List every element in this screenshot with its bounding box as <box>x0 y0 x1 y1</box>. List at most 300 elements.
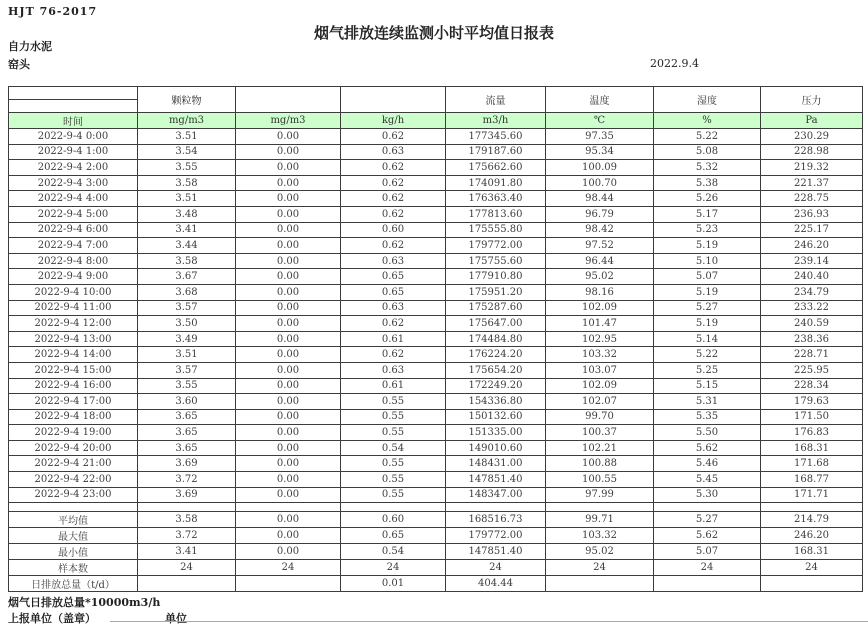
value-cell: 5.25 <box>654 362 761 378</box>
data-row <box>9 144 863 160</box>
data-row <box>9 472 863 488</box>
value-cell: 150132.60 <box>446 409 546 425</box>
summary-label-cell: 最大值 <box>9 528 138 544</box>
time-cell <box>9 503 138 512</box>
value-cell: 95.02 <box>546 269 654 285</box>
value-cell: 168.77 <box>761 472 863 488</box>
value-cell: 151335.00 <box>446 425 546 441</box>
value-cell: 0.60 <box>341 512 446 528</box>
value-cell: 0.00 <box>236 129 341 145</box>
value-cell: 179772.00 <box>446 528 546 544</box>
time-cell: 2022-9-4 14:00 <box>9 347 138 363</box>
value-cell: 0.62 <box>341 206 446 222</box>
value-cell: 5.62 <box>654 528 761 544</box>
value-cell: 3.72 <box>138 472 236 488</box>
summary-row <box>9 512 863 528</box>
time-cell: 2022-9-4 6:00 <box>9 222 138 238</box>
time-cell: 2022-9-4 1:00 <box>9 144 138 160</box>
value-cell: 172249.20 <box>446 378 546 394</box>
group-header-pressure: 压力 <box>761 87 863 113</box>
value-cell: 5.50 <box>654 425 761 441</box>
value-cell <box>236 503 341 512</box>
value-cell: 0.62 <box>341 160 446 176</box>
value-cell: 3.41 <box>138 222 236 238</box>
value-cell: 0.00 <box>236 206 341 222</box>
value-cell: 154336.80 <box>446 394 546 410</box>
summary-row <box>9 560 863 576</box>
time-cell: 2022-9-4 18:00 <box>9 409 138 425</box>
value-cell: 103.07 <box>546 362 654 378</box>
data-row <box>9 440 863 456</box>
value-cell: 174091.80 <box>446 175 546 191</box>
value-cell: 3.60 <box>138 394 236 410</box>
unit-m3h: m3/h <box>446 113 546 129</box>
value-cell: 0.54 <box>341 544 446 560</box>
value-cell: 214.79 <box>761 512 863 528</box>
value-cell: 221.37 <box>761 175 863 191</box>
value-cell: 179187.60 <box>446 144 546 160</box>
value-cell: 176363.40 <box>446 191 546 207</box>
time-cell: 2022-9-4 16:00 <box>9 378 138 394</box>
unit-label: 单位 <box>165 612 187 624</box>
value-cell: 0.00 <box>236 409 341 425</box>
value-cell: 0.00 <box>236 144 341 160</box>
time-cell: 2022-9-4 20:00 <box>9 440 138 456</box>
unit-header-row <box>9 113 863 129</box>
value-cell: 0.00 <box>236 487 341 503</box>
value-cell: 5.27 <box>654 512 761 528</box>
value-cell <box>138 576 236 592</box>
value-cell: 177813.60 <box>446 206 546 222</box>
value-cell: 0.61 <box>341 331 446 347</box>
data-row <box>9 362 863 378</box>
unit-pa: Pa <box>761 113 863 129</box>
value-cell: 234.79 <box>761 284 863 300</box>
value-cell: 3.54 <box>138 144 236 160</box>
unit-mgm3-2: mg/m3 <box>236 113 341 129</box>
standard-code: HJT 76-2017 <box>8 5 98 18</box>
time-cell: 2022-9-4 10:00 <box>9 284 138 300</box>
value-cell: 0.65 <box>341 269 446 285</box>
time-cell: 2022-9-4 8:00 <box>9 253 138 269</box>
value-cell: 0.62 <box>341 316 446 332</box>
value-cell: 5.07 <box>654 544 761 560</box>
value-cell: 230.29 <box>761 129 863 145</box>
time-cell: 2022-9-4 13:00 <box>9 331 138 347</box>
value-cell: 0.00 <box>236 316 341 332</box>
value-cell: 0.55 <box>341 425 446 441</box>
value-cell <box>236 576 341 592</box>
value-cell: 5.23 <box>654 222 761 238</box>
time-cell: 2022-9-4 17:00 <box>9 394 138 410</box>
value-cell: 0.00 <box>236 456 341 472</box>
value-cell: 97.52 <box>546 238 654 254</box>
value-cell: 102.07 <box>546 394 654 410</box>
value-cell: 97.35 <box>546 129 654 145</box>
data-row <box>9 347 863 363</box>
value-cell: 0.55 <box>341 394 446 410</box>
value-cell: 0.00 <box>236 544 341 560</box>
value-cell: 99.71 <box>546 512 654 528</box>
value-cell: 96.44 <box>546 253 654 269</box>
value-cell: 24 <box>138 560 236 576</box>
value-cell: 24 <box>446 560 546 576</box>
spacer-row <box>9 503 863 512</box>
value-cell: 0.60 <box>341 222 446 238</box>
value-cell: 5.45 <box>654 472 761 488</box>
summary-label-cell: 日排放总量（t/d） <box>9 576 138 592</box>
group-header-row <box>9 87 863 113</box>
value-cell: 5.07 <box>654 269 761 285</box>
data-row <box>9 129 863 145</box>
value-cell: 0.00 <box>236 440 341 456</box>
value-cell: 5.08 <box>654 144 761 160</box>
value-cell: 148347.00 <box>446 487 546 503</box>
value-cell: 0.00 <box>236 284 341 300</box>
value-cell: 246.20 <box>761 528 863 544</box>
value-cell <box>546 503 654 512</box>
value-cell: 0.01 <box>341 576 446 592</box>
value-cell: 3.55 <box>138 378 236 394</box>
value-cell: 24 <box>546 560 654 576</box>
value-cell: 0.00 <box>236 512 341 528</box>
value-cell: 0.63 <box>341 253 446 269</box>
value-cell: 0.55 <box>341 487 446 503</box>
value-cell: 5.62 <box>654 440 761 456</box>
value-cell: 0.55 <box>341 409 446 425</box>
value-cell: 228.34 <box>761 378 863 394</box>
value-cell: 96.79 <box>546 206 654 222</box>
value-cell: 3.65 <box>138 409 236 425</box>
value-cell: 171.71 <box>761 487 863 503</box>
value-cell: 100.09 <box>546 160 654 176</box>
value-cell: 176.83 <box>761 425 863 441</box>
value-cell: 103.32 <box>546 528 654 544</box>
unit-mgm3-1: mg/m3 <box>138 113 236 129</box>
summary-label-cell: 平均值 <box>9 512 138 528</box>
value-cell: 175755.60 <box>446 253 546 269</box>
value-cell: 0.62 <box>341 347 446 363</box>
value-cell: 102.09 <box>546 300 654 316</box>
value-cell: 3.41 <box>138 544 236 560</box>
value-cell: 404.44 <box>446 576 546 592</box>
value-cell: 3.65 <box>138 425 236 441</box>
value-cell: 0.00 <box>236 238 341 254</box>
value-cell: 168516.73 <box>446 512 546 528</box>
data-row <box>9 300 863 316</box>
time-cell: 2022-9-4 2:00 <box>9 160 138 176</box>
report-unit-label: 上报单位（盖章） <box>8 612 96 624</box>
value-cell: 3.48 <box>138 206 236 222</box>
value-cell: 147851.40 <box>446 472 546 488</box>
value-cell: 5.17 <box>654 206 761 222</box>
value-cell: 3.44 <box>138 238 236 254</box>
value-cell: 5.19 <box>654 284 761 300</box>
value-cell: 3.58 <box>138 175 236 191</box>
value-cell: 149010.60 <box>446 440 546 456</box>
value-cell: 0.62 <box>341 191 446 207</box>
value-cell: 0.63 <box>341 300 446 316</box>
time-cell: 2022-9-4 22:00 <box>9 472 138 488</box>
value-cell: 233.22 <box>761 300 863 316</box>
summary-row <box>9 576 863 592</box>
unit-celsius: ℃ <box>546 113 654 129</box>
data-row <box>9 175 863 191</box>
value-cell: 98.16 <box>546 284 654 300</box>
value-cell: 5.19 <box>654 316 761 332</box>
value-cell: 236.93 <box>761 206 863 222</box>
value-cell: 5.38 <box>654 175 761 191</box>
data-row <box>9 222 863 238</box>
value-cell: 175287.60 <box>446 300 546 316</box>
value-cell: 3.58 <box>138 512 236 528</box>
time-column-split-header <box>9 87 138 113</box>
group-header-temperature: 温度 <box>546 87 654 113</box>
value-cell: 0.62 <box>341 238 446 254</box>
value-cell: 168.31 <box>761 440 863 456</box>
value-cell: 5.19 <box>654 238 761 254</box>
value-cell: 176224.20 <box>446 347 546 363</box>
time-cell: 2022-9-4 9:00 <box>9 269 138 285</box>
time-cell: 2022-9-4 12:00 <box>9 316 138 332</box>
data-row <box>9 378 863 394</box>
time-cell: 2022-9-4 11:00 <box>9 300 138 316</box>
unit-percent: % <box>654 113 761 129</box>
data-row <box>9 409 863 425</box>
value-cell: 0.00 <box>236 472 341 488</box>
value-cell: 0.62 <box>341 175 446 191</box>
value-cell: 0.00 <box>236 331 341 347</box>
data-row <box>9 253 863 269</box>
split-top-cell <box>9 87 137 100</box>
value-cell: 5.22 <box>654 129 761 145</box>
value-cell: 228.71 <box>761 347 863 363</box>
value-cell: 3.69 <box>138 456 236 472</box>
value-cell: 0.00 <box>236 253 341 269</box>
value-cell: 100.37 <box>546 425 654 441</box>
data-row <box>9 487 863 503</box>
value-cell: 240.59 <box>761 316 863 332</box>
value-cell: 95.02 <box>546 544 654 560</box>
value-cell: 3.50 <box>138 316 236 332</box>
value-cell: 3.68 <box>138 284 236 300</box>
value-cell: 239.14 <box>761 253 863 269</box>
time-column-header: 时间 <box>9 113 138 129</box>
value-cell: 3.51 <box>138 129 236 145</box>
report-date: 2022.9.4 <box>650 57 699 70</box>
value-cell: 3.51 <box>138 347 236 363</box>
value-cell <box>341 503 446 512</box>
value-cell: 3.65 <box>138 440 236 456</box>
signature-line <box>110 621 868 622</box>
value-cell: 102.09 <box>546 378 654 394</box>
data-row <box>9 425 863 441</box>
time-cell: 2022-9-4 5:00 <box>9 206 138 222</box>
value-cell <box>138 503 236 512</box>
time-cell: 2022-9-4 15:00 <box>9 362 138 378</box>
data-row <box>9 206 863 222</box>
summary-row <box>9 544 863 560</box>
split-bottom-cell <box>9 100 137 112</box>
value-cell: 0.00 <box>236 347 341 363</box>
data-row <box>9 331 863 347</box>
value-cell: 168.31 <box>761 544 863 560</box>
value-cell: 3.49 <box>138 331 236 347</box>
value-cell: 24 <box>761 560 863 576</box>
value-cell: 0.00 <box>236 528 341 544</box>
value-cell <box>546 576 654 592</box>
value-cell: 98.42 <box>546 222 654 238</box>
data-row <box>9 160 863 176</box>
value-cell: 0.00 <box>236 394 341 410</box>
value-cell: 219.32 <box>761 160 863 176</box>
value-cell: 171.68 <box>761 456 863 472</box>
value-cell: 175654.20 <box>446 362 546 378</box>
value-cell: 174484.80 <box>446 331 546 347</box>
data-row <box>9 238 863 254</box>
data-row <box>9 456 863 472</box>
unit-kgh: kg/h <box>341 113 446 129</box>
value-cell: 0.61 <box>341 378 446 394</box>
value-cell: 102.21 <box>546 440 654 456</box>
value-cell <box>446 503 546 512</box>
value-cell <box>761 503 863 512</box>
value-cell: 0.00 <box>236 175 341 191</box>
value-cell: 0.00 <box>236 378 341 394</box>
value-cell: 100.88 <box>546 456 654 472</box>
value-cell: 3.72 <box>138 528 236 544</box>
value-cell: 3.55 <box>138 160 236 176</box>
value-cell: 246.20 <box>761 238 863 254</box>
value-cell: 0.54 <box>341 440 446 456</box>
value-cell: 175555.80 <box>446 222 546 238</box>
value-cell: 100.55 <box>546 472 654 488</box>
value-cell: 5.46 <box>654 456 761 472</box>
value-cell: 0.63 <box>341 144 446 160</box>
value-cell: 5.27 <box>654 300 761 316</box>
time-cell: 2022-9-4 7:00 <box>9 238 138 254</box>
value-cell: 98.44 <box>546 191 654 207</box>
summary-row <box>9 528 863 544</box>
value-cell: 3.67 <box>138 269 236 285</box>
page-title: 烟气排放连续监测小时平均值日报表 <box>313 24 554 42</box>
value-cell: 3.58 <box>138 253 236 269</box>
value-cell: 5.35 <box>654 409 761 425</box>
value-cell: 228.75 <box>761 191 863 207</box>
value-cell: 179.63 <box>761 394 863 410</box>
group-header-empty-2 <box>341 87 446 113</box>
value-cell: 5.30 <box>654 487 761 503</box>
value-cell: 0.63 <box>341 362 446 378</box>
value-cell: 0.00 <box>236 222 341 238</box>
value-cell: 3.51 <box>138 191 236 207</box>
company-name: 自力水泥 <box>8 40 52 53</box>
value-cell <box>761 576 863 592</box>
value-cell: 97.99 <box>546 487 654 503</box>
data-row <box>9 269 863 285</box>
time-cell: 2022-9-4 23:00 <box>9 487 138 503</box>
value-cell: 0.00 <box>236 362 341 378</box>
value-cell: 238.36 <box>761 331 863 347</box>
value-cell: 0.55 <box>341 472 446 488</box>
time-cell: 2022-9-4 0:00 <box>9 129 138 145</box>
value-cell: 175662.60 <box>446 160 546 176</box>
data-row <box>9 316 863 332</box>
value-cell: 0.65 <box>341 528 446 544</box>
report-table <box>8 86 863 592</box>
value-cell: 179772.00 <box>446 238 546 254</box>
value-cell: 0.65 <box>341 284 446 300</box>
data-row <box>9 191 863 207</box>
value-cell: 0.00 <box>236 191 341 207</box>
footer-note: 烟气日排放总量*10000m3/h <box>8 596 161 609</box>
value-cell: 99.70 <box>546 409 654 425</box>
value-cell <box>654 503 761 512</box>
time-cell: 2022-9-4 4:00 <box>9 191 138 207</box>
value-cell: 3.57 <box>138 300 236 316</box>
group-header-particulate: 颗粒物 <box>138 87 236 113</box>
value-cell: 0.00 <box>236 425 341 441</box>
summary-label-cell: 样本数 <box>9 560 138 576</box>
value-cell: 103.32 <box>546 347 654 363</box>
value-cell: 147851.40 <box>446 544 546 560</box>
station-name: 窑头 <box>8 58 30 71</box>
group-header-empty-1 <box>236 87 341 113</box>
value-cell: 5.14 <box>654 331 761 347</box>
data-row <box>9 394 863 410</box>
value-cell: 240.40 <box>761 269 863 285</box>
value-cell: 3.57 <box>138 362 236 378</box>
value-cell <box>654 576 761 592</box>
value-cell: 225.17 <box>761 222 863 238</box>
value-cell: 0.55 <box>341 456 446 472</box>
value-cell: 5.32 <box>654 160 761 176</box>
value-cell: 5.15 <box>654 378 761 394</box>
data-row <box>9 284 863 300</box>
value-cell: 175951.20 <box>446 284 546 300</box>
time-cell: 2022-9-4 19:00 <box>9 425 138 441</box>
value-cell: 177910.80 <box>446 269 546 285</box>
value-cell: 3.69 <box>138 487 236 503</box>
value-cell: 225.95 <box>761 362 863 378</box>
value-cell: 0.00 <box>236 160 341 176</box>
group-header-humidity: 湿度 <box>654 87 761 113</box>
value-cell: 177345.60 <box>446 129 546 145</box>
value-cell: 148431.00 <box>446 456 546 472</box>
value-cell: 5.26 <box>654 191 761 207</box>
value-cell: 24 <box>236 560 341 576</box>
time-cell: 2022-9-4 3:00 <box>9 175 138 191</box>
value-cell: 0.00 <box>236 300 341 316</box>
summary-label-cell: 最小值 <box>9 544 138 560</box>
table-body <box>9 129 863 592</box>
group-header-flow: 流量 <box>446 87 546 113</box>
value-cell: 228.98 <box>761 144 863 160</box>
value-cell: 0.62 <box>341 129 446 145</box>
value-cell: 5.22 <box>654 347 761 363</box>
value-cell: 171.50 <box>761 409 863 425</box>
value-cell: 100.70 <box>546 175 654 191</box>
value-cell: 101.47 <box>546 316 654 332</box>
value-cell: 95.34 <box>546 144 654 160</box>
value-cell: 24 <box>654 560 761 576</box>
value-cell: 0.00 <box>236 269 341 285</box>
value-cell: 5.10 <box>654 253 761 269</box>
value-cell: 102.95 <box>546 331 654 347</box>
value-cell: 24 <box>341 560 446 576</box>
time-cell: 2022-9-4 21:00 <box>9 456 138 472</box>
value-cell: 175647.00 <box>446 316 546 332</box>
